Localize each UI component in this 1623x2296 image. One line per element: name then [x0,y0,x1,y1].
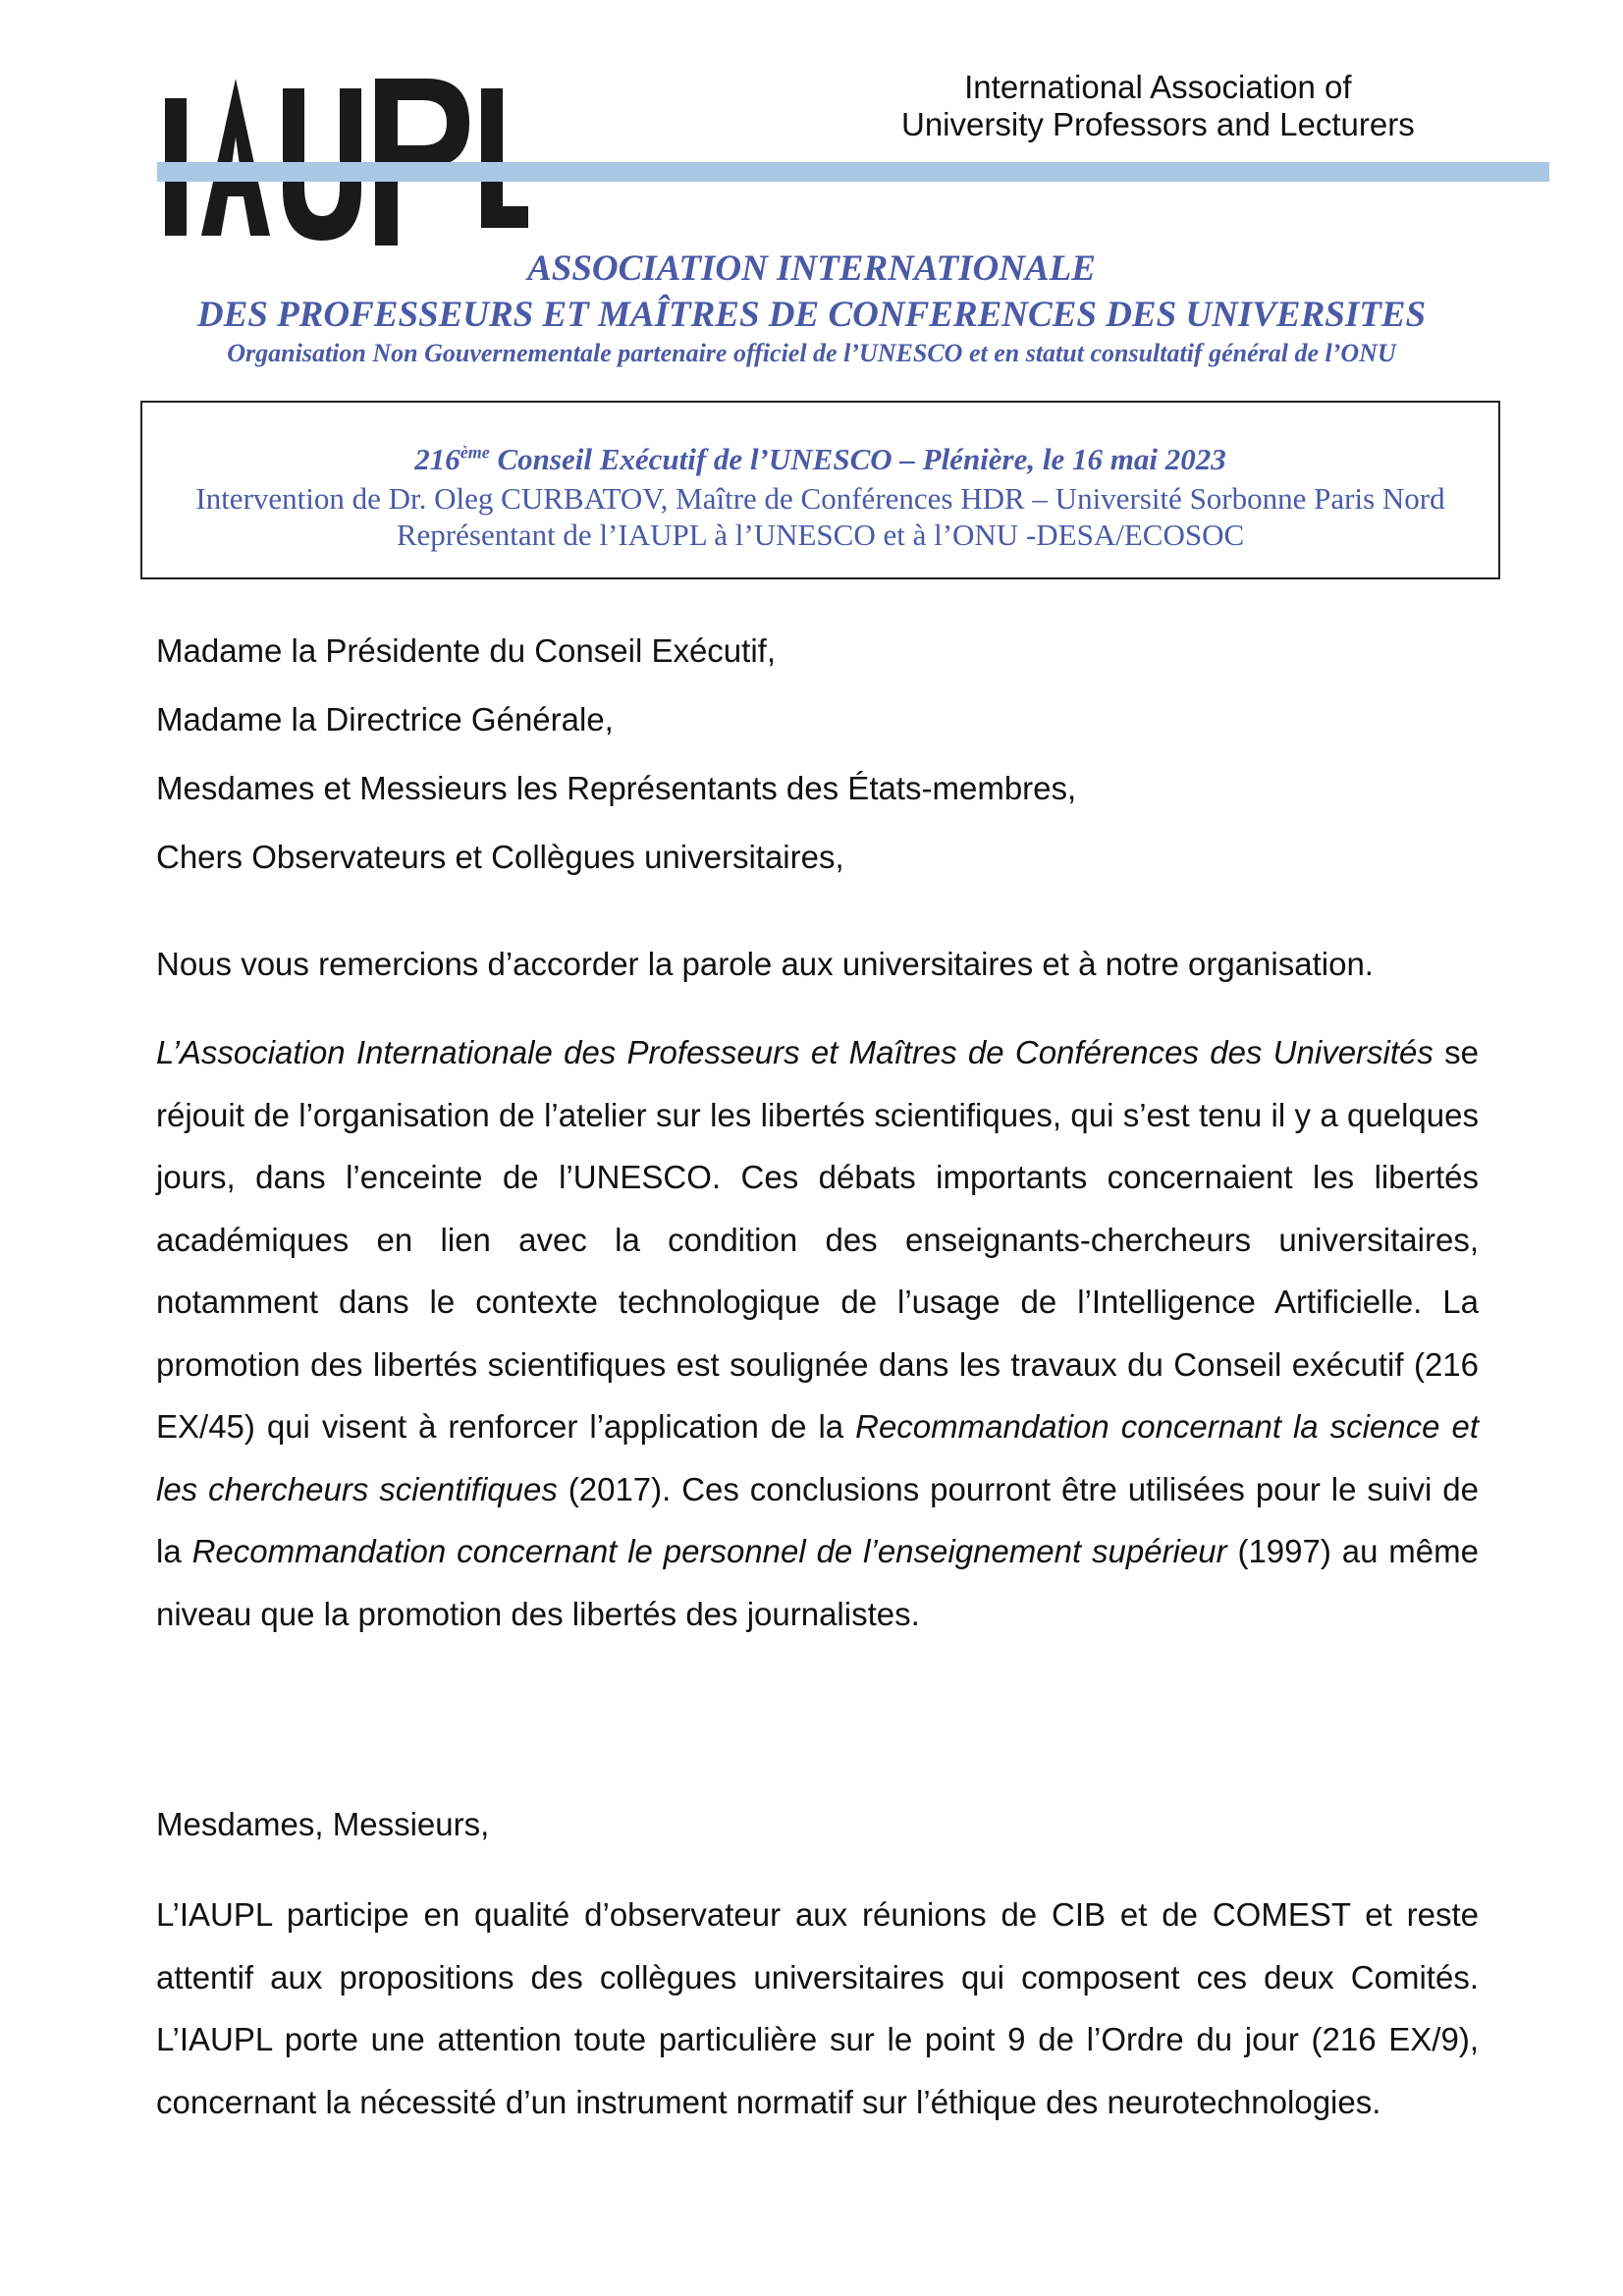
paragraph-workshop [156,1021,1479,1645]
representative-line: Représentant de l’IAUPL à l’UNESCO et à l’ONU -DESA/ECOSOC [396,518,1245,552]
paragraph-observer-text: L’IAUPL participe en qualité d’observateur aux réunions de CIB et de COMEST et reste attentif aux propositions des collègues universitaires qui composent ces deux Comités. L’IAUPL porte une attention toute particulière sur le point 9 de l’Ordre du jour (216 EX/9), concernant la nécessité d’un instrument normatif sur l’éthique des neurotechnologies. [156,1896,1479,2120]
header-divider-bar [157,162,1549,182]
association-name-french-line1: ASSOCIATION INTERNATIONALE [527,248,1096,289]
speaker-line: Intervention de Dr. Oleg CURBATOV, Maître de Conférences HDR – Université Sorbonne Paris Nord [195,481,1445,516]
paragraph-text-segment: (1997) au même niveau que la promotion des libertés des journalistes. [156,1533,1479,1632]
iaupl-logo [157,59,530,255]
second-salutation [156,1793,1479,1856]
session-title [142,442,1498,477]
recommendation-higher-education-title: Recommandation concernant le personnel de l’enseignement supérieur [191,1533,1227,1569]
association-name-english-line1: International Association of [964,69,1352,105]
salutation-line: Madame la Présidente du Conseil Exécutif, [156,632,776,669]
opening-salutations [156,617,1479,892]
paragraph-thanks-text: Nous vous remercions d’accorder la parole aux universitaires et à notre organisation. [156,946,1374,982]
session-number: 216 [414,442,460,476]
salutation-line: Mesdames et Messieurs les Représentants des États-membres, [156,770,1077,806]
session-info-box [140,401,1500,579]
paragraph-thanks [156,933,1479,996]
salutation-line: Madame la Directrice Générale, [156,701,614,738]
recommendation-science-title: Recommandation concernant la science et les chercheurs scientifiques [156,1408,1479,1507]
association-status-line: Organisation Non Gouvernementale partenaire officiel de l’UNESCO et en statut consultatif général de l’ONU [227,339,1396,367]
association-full-name: L’Association Internationale des Professeurs et Maîtres de Conférences des Universités [156,1034,1434,1070]
second-salutation-text: Mesdames, Messieurs, [156,1806,490,1842]
paragraph-text-segment: se réjouit de l’organisation de l’atelier sur les libertés scientifiques, qui s’est tenu il y a quelques jours, dans l’enceinte de l’UNESCO. Ces débats importants concernaient les libertés académiques en lien avec la condition des enseignants-chercheurs universitaires, notamment dans le contexte technologique de l’usage de l’Intelligence Artificielle. La promotion des libertés scientifiques est soulignée dans les travaux du Conseil exécutif (216 EX/45) qui visent à renforcer l’application de la [156,1034,1479,1445]
paragraph-observer [156,1884,1479,2133]
association-name-french-line2: DES PROFESSEURS ET MAÎTRES DE CONFERENCES DES UNIVERSITES [196,295,1427,335]
paragraph-workshop-text [156,1021,1479,1645]
paragraph-text-segment: (2017). Ces conclusions pourront être utilisées pour le suivi de la [156,1470,1479,1569]
association-name-english-line2: University Professors and Lecturers [901,106,1415,142]
salutation-line: Chers Observateurs et Collègues universitaires, [156,839,844,875]
association-name-english [901,69,1415,143]
session-title-rest: Conseil Exécutif de l’UNESCO – Plénière, le 16 mai 2023 [489,442,1226,476]
session-number-suffix: ème [460,442,490,463]
